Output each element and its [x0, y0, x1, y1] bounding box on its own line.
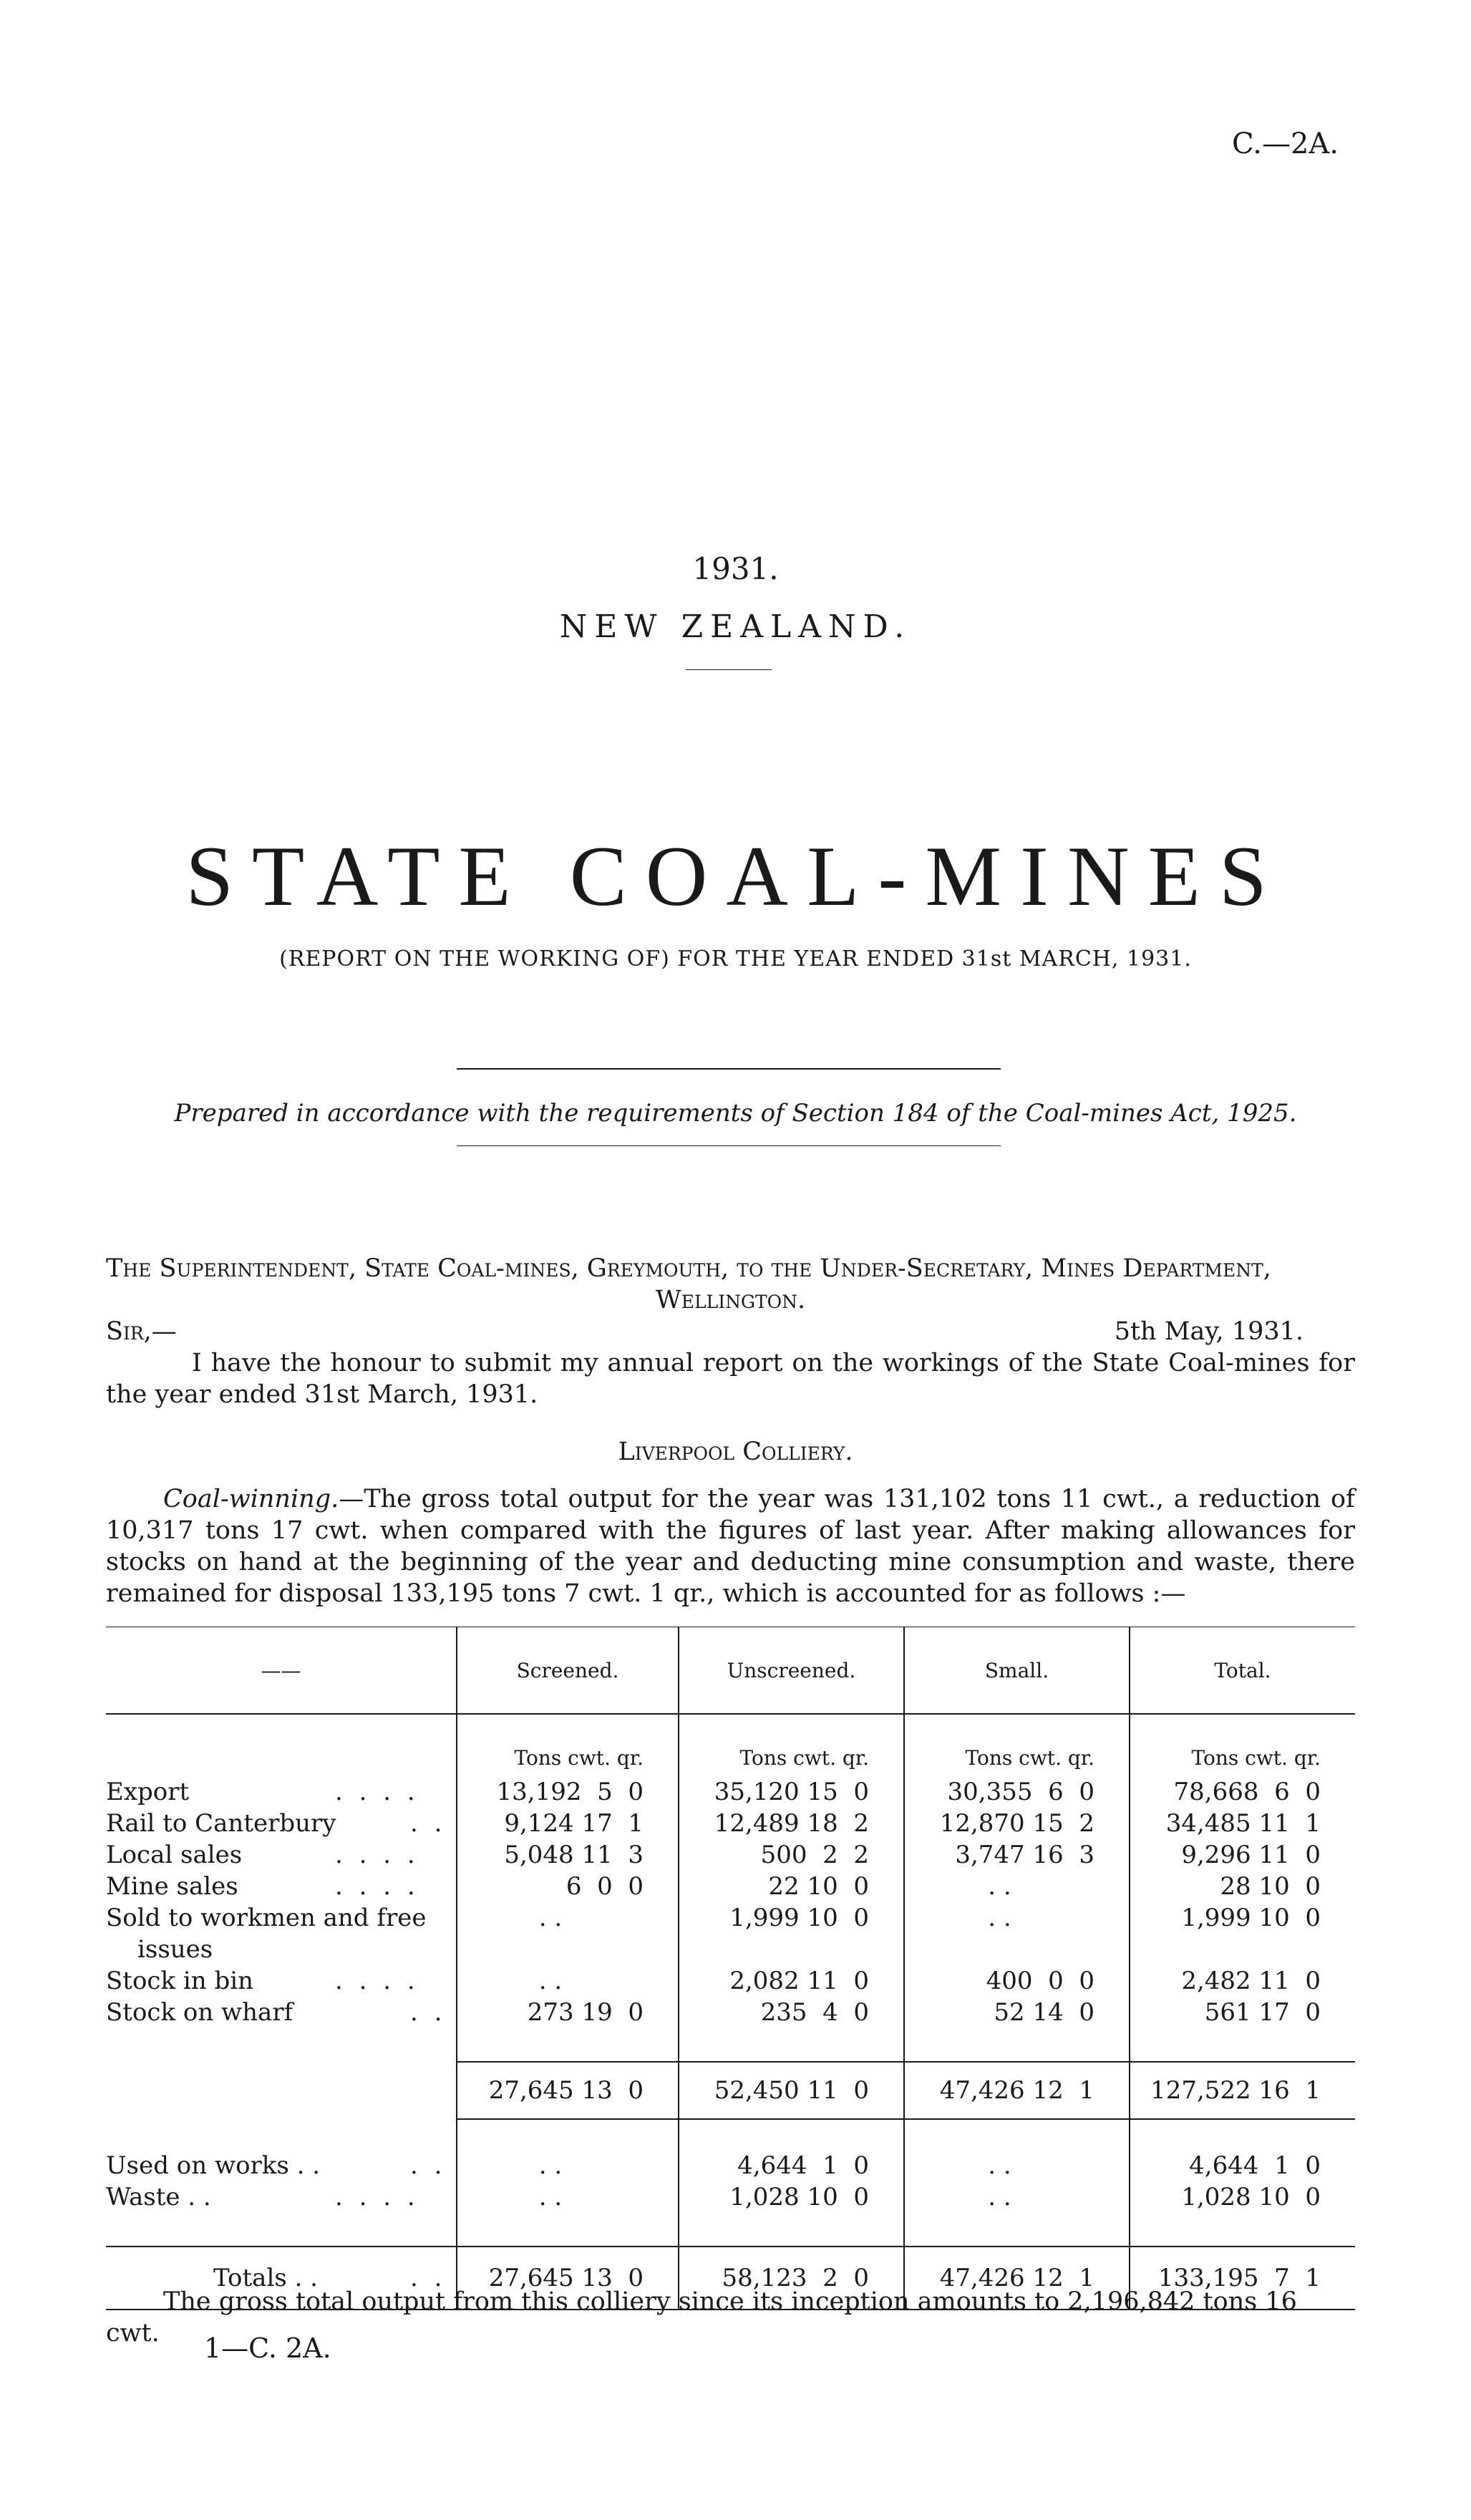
cell-value: 400 0 0 [904, 1967, 1130, 1998]
cell-value: 28 10 0 [1130, 1872, 1355, 1904]
cell-value: 9,296 11 0 [1130, 1841, 1355, 1872]
cell-value: 5,048 11 3 [457, 1841, 679, 1872]
divider-bottom [457, 1145, 1001, 1146]
cell-value: . . [904, 1904, 1130, 1935]
row-label: Export [106, 1778, 190, 1806]
row-label: Local sales [106, 1841, 243, 1869]
section-heading: Liverpool Colliery. [618, 1438, 853, 1466]
unit-label: Tons cwt. qr. [1130, 1746, 1355, 1778]
unit-label: Tons cwt. qr. [457, 1746, 679, 1778]
cell-value: 273 19 0 [457, 1998, 679, 2030]
report-subtitle: (REPORT ON THE WORKING OF) FOR THE YEAR ENDED 31st MARCH, 1931. [279, 946, 1192, 971]
table-row [106, 2183, 1355, 2214]
cell-value: 4,644 1 0 [679, 2151, 904, 2183]
cell-value: 34,485 11 1 [1130, 1809, 1355, 1841]
subtotal-value: 127,522 16 1 [1130, 2062, 1355, 2119]
cell-value: 6 0 0 [457, 1872, 679, 1904]
opening-text: I have the honour to submit my annual report on the workings of the State Coal-mines for the year ended 31st March, 1931. [106, 1349, 1355, 1409]
subtotal-value: 47,426 12 1 [904, 2062, 1130, 2119]
coal-winning-body: —The gross total output for the year was 131,102 tons 11 cwt., a reduction of 10,317 tons 17 cwt. when compared with the figures of last year. After making allowances for stocks on hand at the beginning of the year and deducting mine consumption and waste, there remained for disposal 133,195 tons 7 cwt. 1 qr., which is accounted for as follows :— [106, 1485, 1355, 1608]
corner-cell: —— [106, 1627, 457, 1714]
coal-winning-lead: Coal-winning. [163, 1485, 339, 1513]
prepared-note: Prepared in accordance with the requirements of Section 184 of the Coal-mines Act, 1925. [174, 1099, 1297, 1128]
page-signature: 1—C. 2A. [204, 2332, 331, 2364]
cell-value: 22 10 0 [679, 1872, 904, 1904]
opening-paragraph [106, 1347, 1355, 1410]
cell-value: . . [457, 2151, 679, 2183]
address-line-2: Wellington. [655, 1286, 806, 1314]
total-value: 58,123 2 0 [679, 2247, 904, 2310]
cell-value: 2,082 11 0 [679, 1967, 904, 1998]
cell-value: 1,999 10 0 [679, 1904, 904, 1935]
table-row [106, 2151, 1355, 2183]
cell-value: 13,192 5 0 [457, 1778, 679, 1809]
coal-winning-paragraph [106, 1483, 1355, 1609]
row-label: Stock in bin [106, 1967, 253, 1995]
row-label: issues [137, 1935, 213, 1964]
cell-value: 4,644 1 0 [1130, 2151, 1355, 2183]
cell-value: 2,482 11 0 [1130, 1967, 1355, 1998]
subtotal-row [106, 2062, 1355, 2119]
cell-value: 12,870 15 2 [904, 1809, 1130, 1841]
row-dots: . . [410, 2151, 447, 2180]
row-dots: . . [410, 1809, 447, 1838]
units-row [106, 1746, 1355, 1778]
spacer-row [106, 2119, 1355, 2151]
divider-top [457, 1068, 1001, 1070]
country-heading: NEW ZEALAND. [559, 609, 912, 645]
cell-value: 78,668 6 0 [1130, 1778, 1355, 1809]
disposal-table [106, 1627, 1355, 2310]
subtotal-value: 27,645 13 0 [457, 2062, 679, 2119]
cell-value: 235 4 0 [679, 1998, 904, 2030]
row-label: Sold to workmen and free [106, 1904, 427, 1932]
cell-value: . . [457, 1904, 679, 1935]
cell-value: 1,028 10 0 [679, 2183, 904, 2214]
total-value: 27,645 13 0 [457, 2247, 679, 2310]
cell-value: 3,747 16 3 [904, 1841, 1130, 1872]
unit-label: Tons cwt. qr. [679, 1746, 904, 1778]
row-dots: . . . . [335, 1841, 419, 1869]
report-year: 1931. [692, 551, 779, 586]
cell-value: 561 17 0 [1130, 1998, 1355, 2030]
cell-value: 1,028 10 0 [1130, 2183, 1355, 2214]
spacer-row [106, 2214, 1355, 2247]
col-screened: Screened. [457, 1627, 679, 1714]
cell-value: . . [457, 1967, 679, 1998]
salutation-row [106, 1316, 1355, 1347]
closing-text: The gross total output from this colliery since its inception amounts to 2,196,842 tons 16 cwt. [106, 2287, 1297, 2347]
table-header-row [106, 1627, 1355, 1714]
row-label: Stock on wharf [106, 1998, 293, 2027]
col-small: Small. [904, 1627, 1130, 1714]
row-dots: . . [410, 2264, 447, 2292]
table-row [106, 1904, 1355, 1935]
row-dots: . . . . [335, 1778, 419, 1806]
cell-value: . . [904, 2183, 1130, 2214]
document-code: C.—2A. [1232, 127, 1339, 160]
cell-value: 12,489 18 2 [679, 1809, 904, 1841]
subtotal-value: 52,450 11 0 [679, 2062, 904, 2119]
table-row [106, 1935, 1355, 1967]
table-row [106, 1872, 1355, 1904]
cell-value: 35,120 15 0 [679, 1778, 904, 1809]
letter-address [106, 1253, 1355, 1316]
cell-value: 30,355 6 0 [904, 1778, 1130, 1809]
cell-value: 9,124 17 1 [457, 1809, 679, 1841]
row-dots: . . . . [335, 1967, 419, 1995]
table-row [106, 1967, 1355, 1998]
row-label: Mine sales [106, 1872, 238, 1901]
row-dots: . . [410, 1998, 447, 2027]
cell-value: . . [904, 2151, 1130, 2183]
cell-value: 1,999 10 0 [1130, 1904, 1355, 1935]
salutation: Sir,— [106, 1317, 177, 1346]
cell-value: 500 2 2 [679, 1841, 904, 1872]
totals-label: Totals . . [213, 2264, 318, 2292]
address-line-1: The Superintendent, State Coal-mines, Greymouth, to the Under-Secretary, Mines Department, [106, 1254, 1271, 1283]
row-label: Rail to Canterbury [106, 1809, 336, 1838]
row-label: Waste . . [106, 2183, 211, 2211]
total-value: 47,426 12 1 [904, 2247, 1130, 2310]
cell-value: . . [457, 2183, 679, 2214]
short-rule [686, 669, 772, 670]
cell-value: . . [904, 1872, 1130, 1904]
col-total: Total. [1130, 1627, 1355, 1714]
col-unscreened: Unscreened. [679, 1627, 904, 1714]
row-dots: . . . . [335, 1872, 419, 1901]
table-row [106, 1841, 1355, 1872]
table-row [106, 1778, 1355, 1809]
cell-value: 52 14 0 [904, 1998, 1130, 2030]
unit-label: Tons cwt. qr. [904, 1746, 1130, 1778]
spacer-row [106, 2030, 1355, 2062]
row-label: Used on works . . [106, 2151, 321, 2180]
table-row [106, 1809, 1355, 1841]
spacer-row [106, 1714, 1355, 1746]
table-row [106, 1998, 1355, 2030]
row-dots: . . . . [335, 2183, 419, 2211]
letter-date: 5th May, 1931. [1114, 1317, 1303, 1346]
report-title: STATE COAL-MINES [185, 828, 1286, 924]
total-value: 133,195 7 1 [1130, 2247, 1355, 2310]
